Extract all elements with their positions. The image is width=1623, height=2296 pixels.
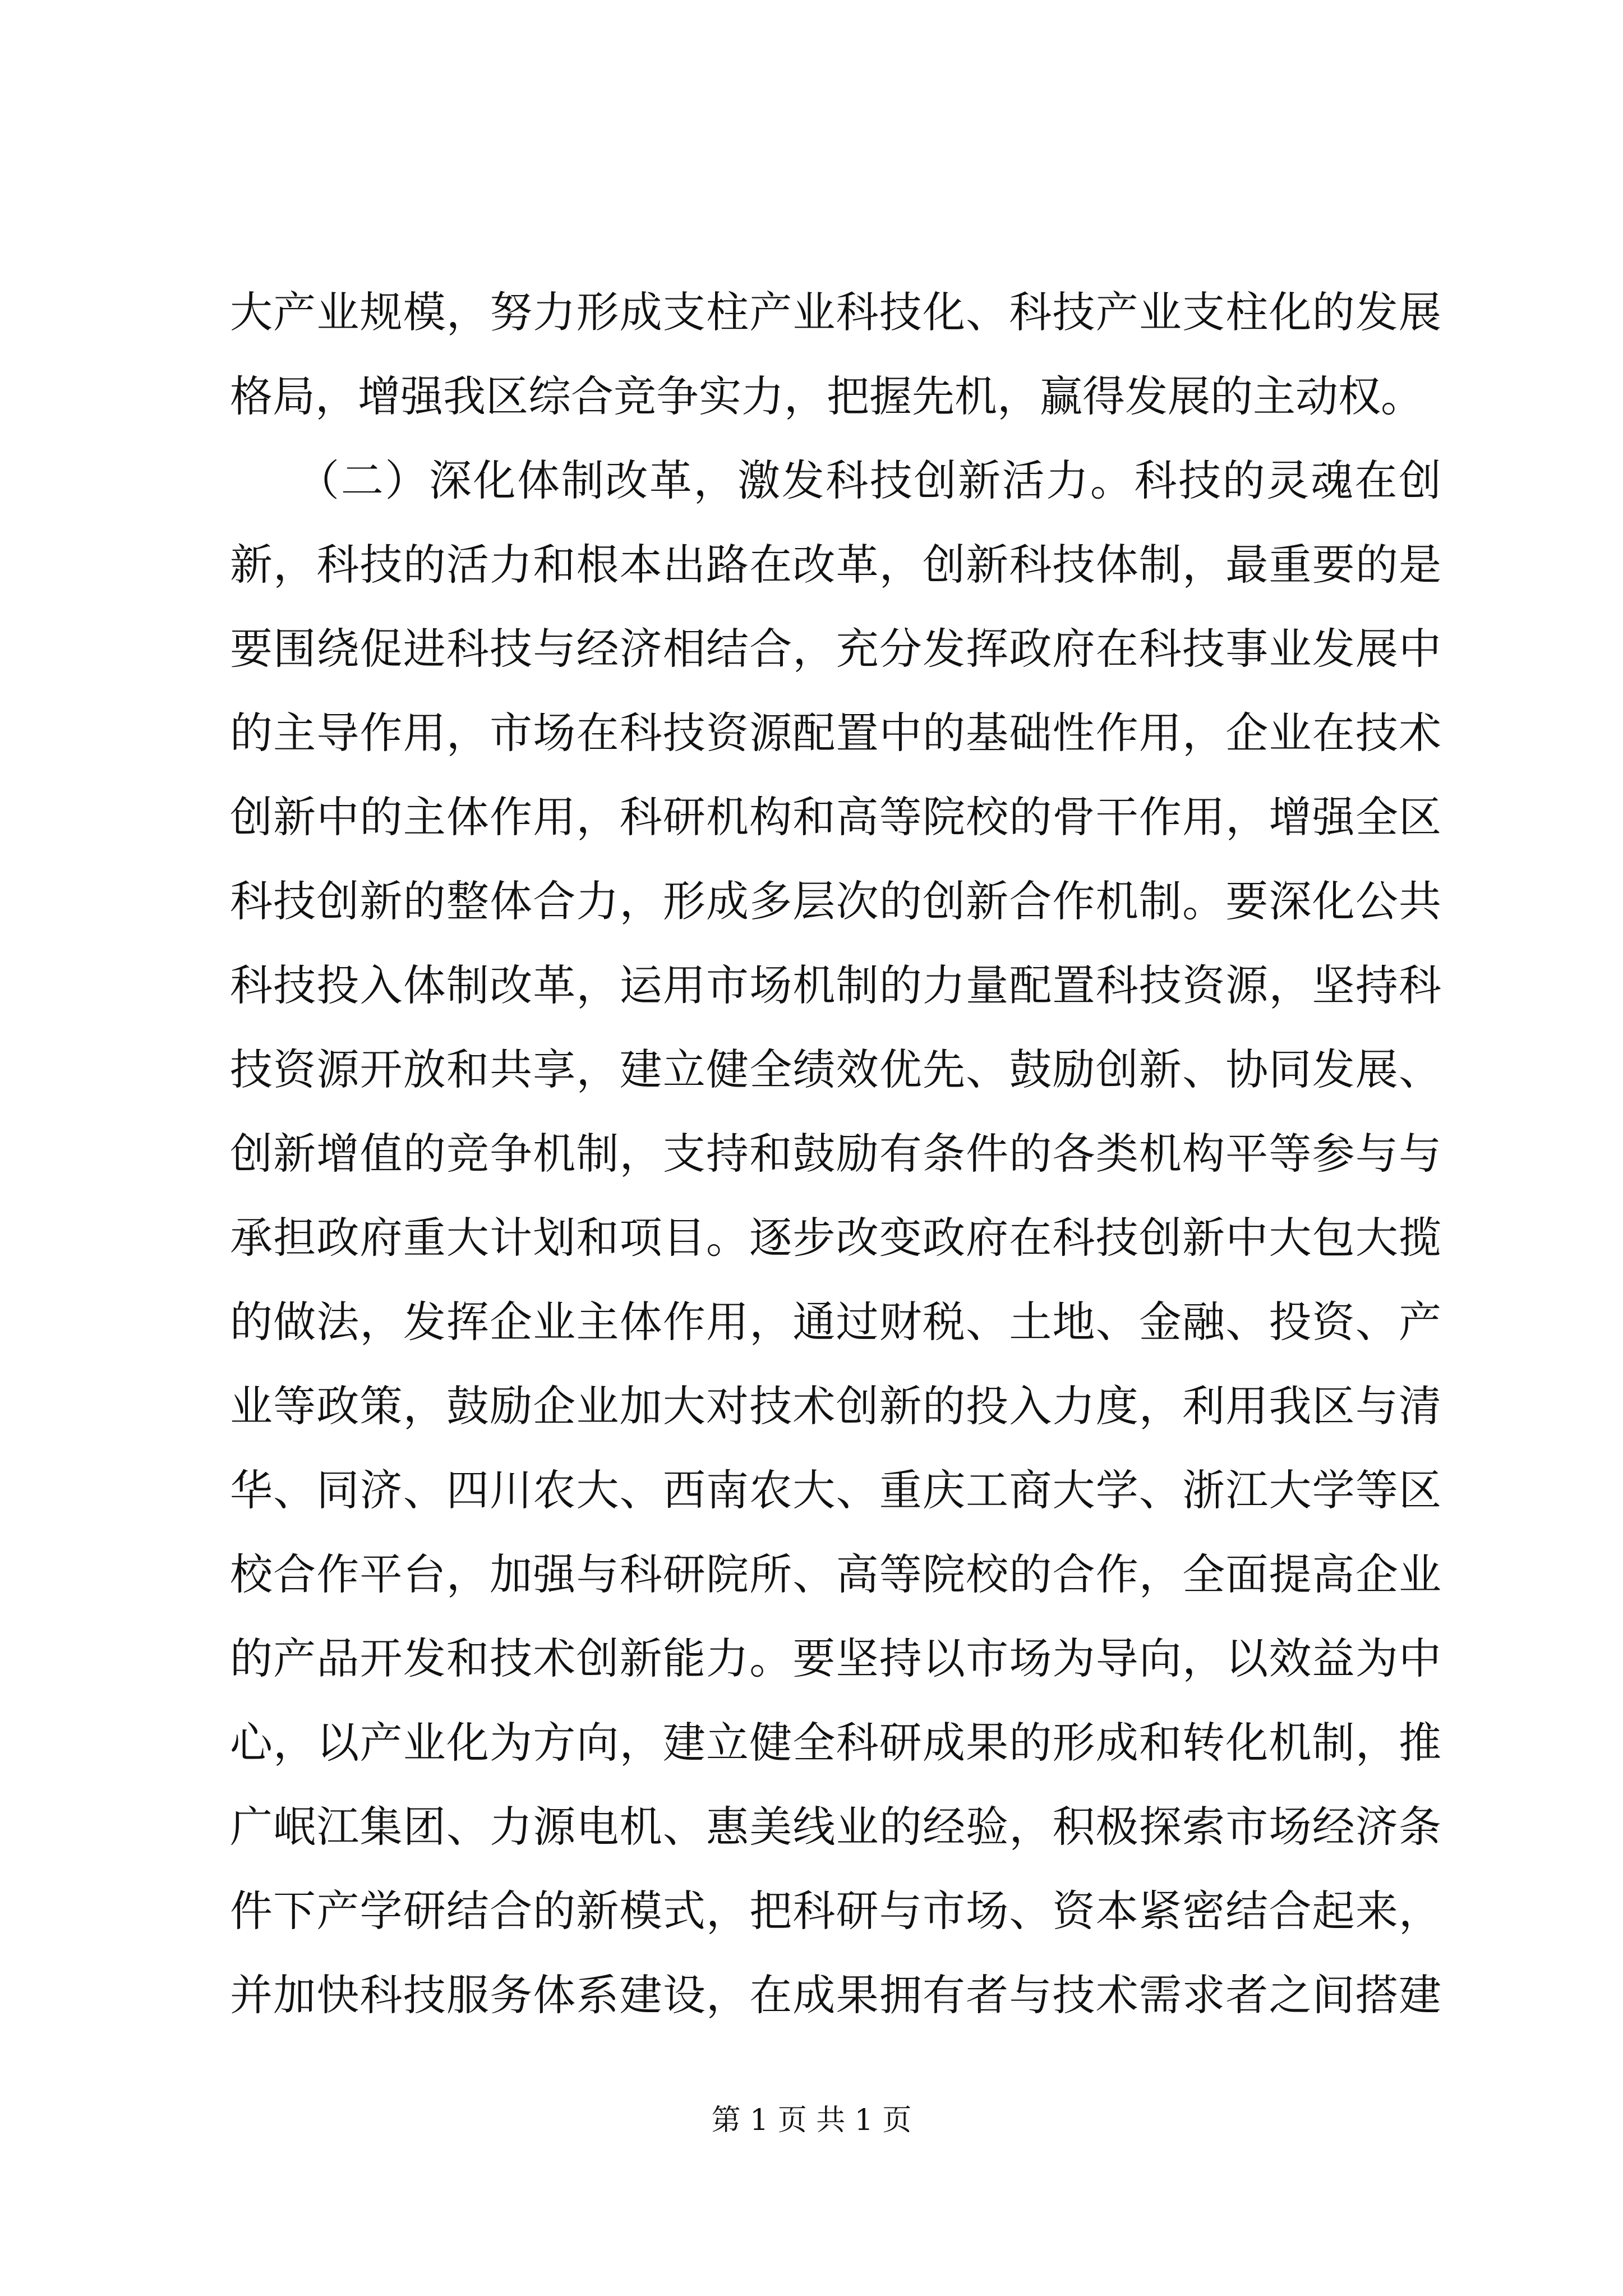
text-line: 创新中的主体作用，科研机构和高等院校的骨干作用，增强全区 bbox=[230, 792, 1441, 842]
text-line: 要围绕促进科技与经济相结合，充分发挥政府在科技事业发展中 bbox=[230, 624, 1441, 674]
text-line: 华、同济、四川农大、西南农大、重庆工商大学、浙江大学等区 bbox=[230, 1465, 1441, 1515]
text-line: 承担政府重大计划和项目。逐步改变政府在科技创新中大包大揽 bbox=[230, 1213, 1441, 1263]
text-line: 广岷江集团、力源电机、惠美线业的经验，积极探索市场经济条 bbox=[230, 1802, 1441, 1852]
text-line: 校合作平台，加强与科研院所、高等院校的合作，全面提高企业 bbox=[230, 1549, 1441, 1599]
text-line: 新，科技的活力和根本出路在改革，创新科技体制，最重要的是 bbox=[230, 540, 1441, 590]
text-line: 的做法，发挥企业主体作用，通过财税、土地、金融、投资、产 bbox=[230, 1297, 1441, 1347]
page-footer: 第 1 页 共 1 页 bbox=[711, 2104, 912, 2137]
body-text bbox=[230, 270, 1441, 2037]
text-line: 创新增值的竞争机制，支持和鼓励有条件的各类机构平等参与与 bbox=[230, 1129, 1441, 1179]
text-line: 格局，增强我区综合竞争实力，把握先机，赢得发展的主动权。 bbox=[230, 371, 1423, 421]
text-line: 科技投入体制改革，运用市场机制的力量配置科技资源，坚持科 bbox=[230, 960, 1441, 1010]
text-line: 业等政策，鼓励企业加大对技术创新的投入力度，利用我区与清 bbox=[230, 1381, 1441, 1431]
text-line: 技资源开放和共享，建立健全绩效优先、鼓励创新、协同发展、 bbox=[230, 1045, 1441, 1094]
text-line: 心，以产业化为方向，建立健全科研成果的形成和转化机制，推 bbox=[230, 1718, 1441, 1768]
text-line: （二）深化体制改革，激发科技创新活力。科技的灵魂在创 bbox=[230, 455, 1441, 505]
text-line: 的产品开发和技术创新能力。要坚持以市场为导向，以效益为中 bbox=[230, 1634, 1441, 1683]
text-line: 大产业规模，努力形成支柱产业科技化、科技产业支柱化的发展 bbox=[230, 287, 1441, 337]
text-line: 并加快科技服务体系建设，在成果拥有者与技术需求者之间搭建 bbox=[230, 1970, 1441, 2020]
text-line: 件下产学研结合的新模式，把科研与市场、资本紧密结合起来， bbox=[230, 1886, 1441, 1936]
text-line: 科技创新的整体合力，形成多层次的创新合作机制。要深化公共 bbox=[230, 876, 1441, 926]
text-line: 的主导作用，市场在科技资源配置中的基础性作用，企业在技术 bbox=[230, 708, 1441, 758]
